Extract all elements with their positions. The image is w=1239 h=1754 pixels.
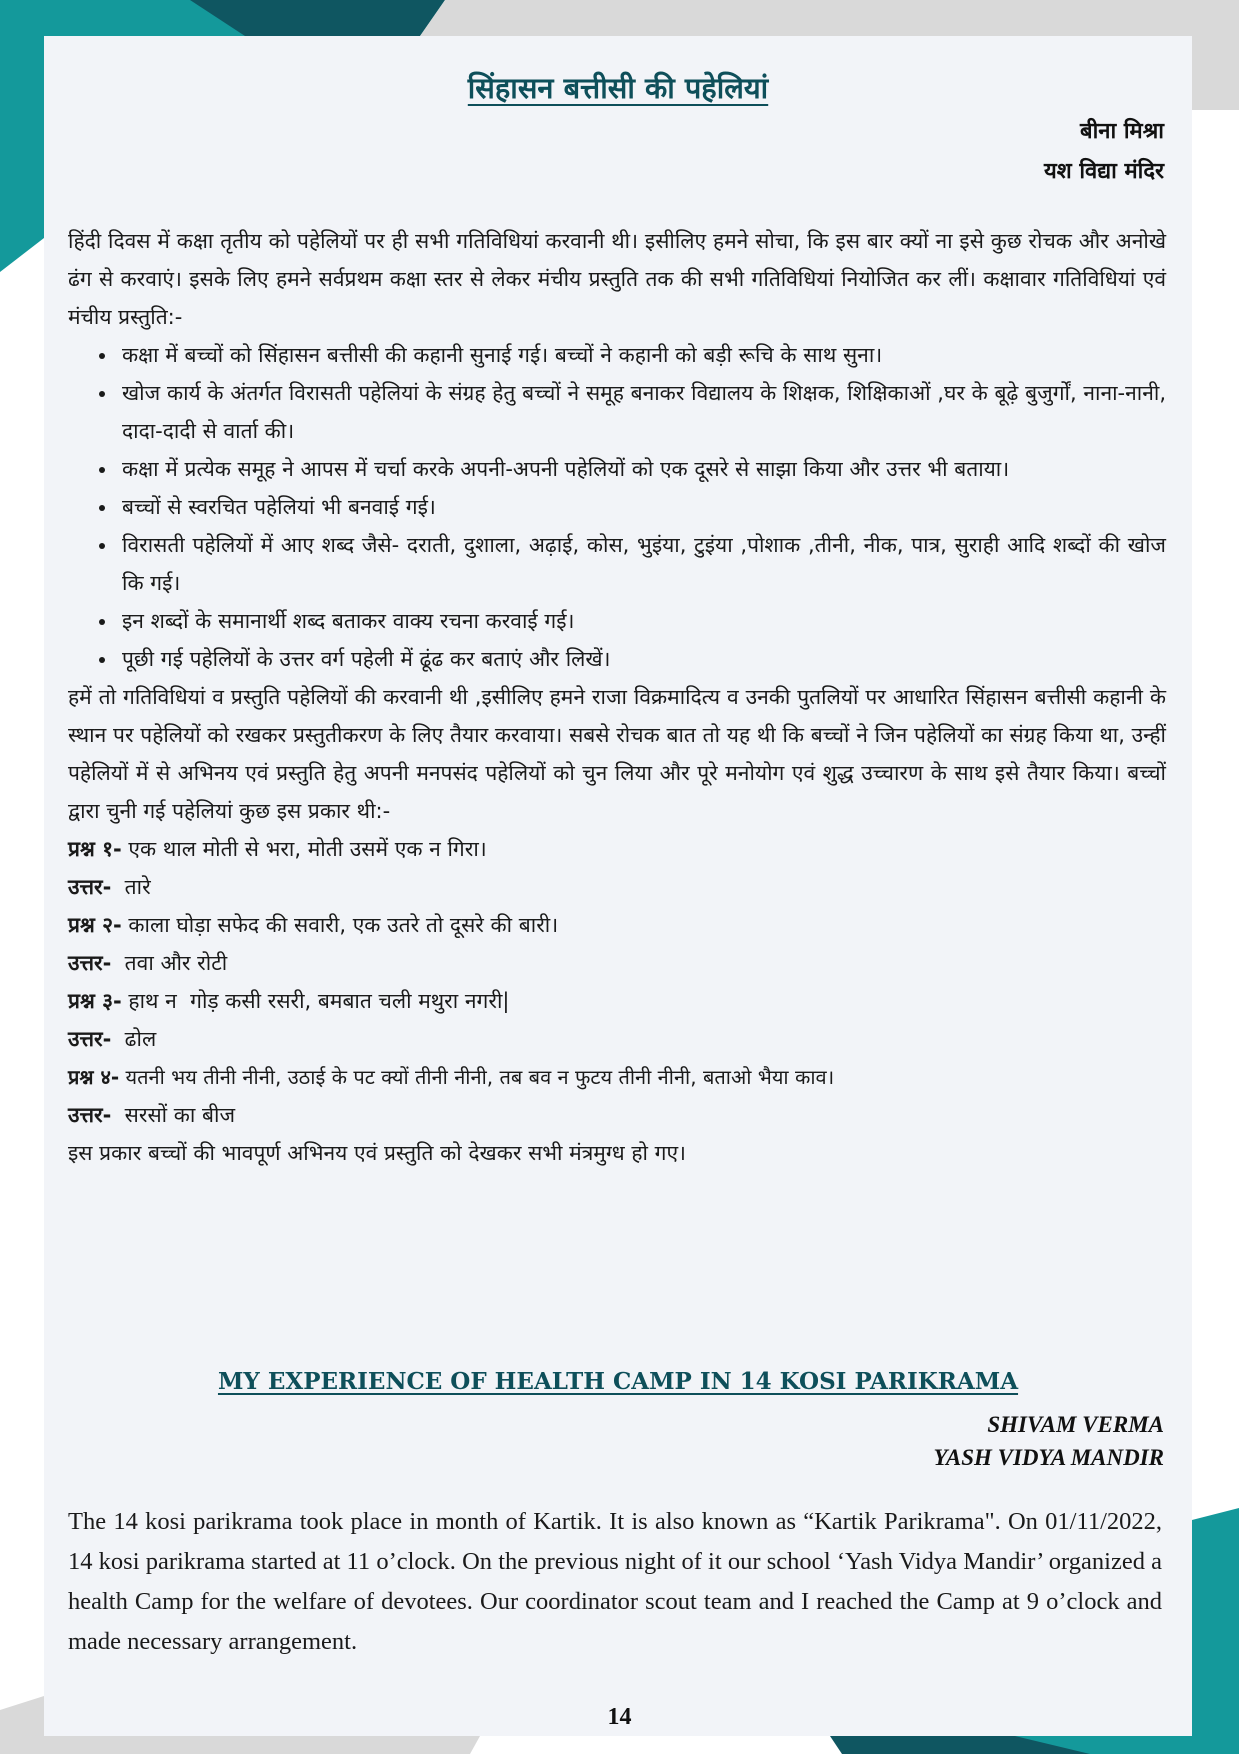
activity-item: • विरासती पहेलियों में आए शब्द जैसे- दराती, दुशाला, अढ़ाई, कोस, भुइंया, टुइंया ,पोशाक ,तीनी, नीक, पात्र, सुराही आदि शब्दों की खोज कि गई। bbox=[118, 526, 1166, 602]
question-text: एक थाल मोती से भरा, मोती उसमें एक न गिरा। bbox=[121, 837, 487, 861]
page-content bbox=[44, 36, 1192, 1736]
answer-text: सरसों का बीज bbox=[111, 1103, 236, 1127]
hindi-author-school: यश विद्या मंदिर bbox=[1043, 159, 1164, 184]
answer-label: उत्तर- bbox=[68, 1027, 112, 1051]
english-article-body: The 14 kosi parikrama took place in month of Kartik. It is also known as “Kartik Parikrama". On 01/11/2022, 14 kosi parikrama started at 11 o’clock. On the previous night of it our school ‘Yash Vidya Mandir’ organized a health Camp for the welfare of devotees. Our coordinator scout team and I reached the Camp at 9 o’clock and made necessary arrangement. bbox=[68, 1508, 1162, 1655]
answer-text: तवा और रोटी bbox=[111, 951, 228, 975]
answer-label: उत्तर- bbox=[68, 875, 112, 899]
riddle-answer bbox=[68, 868, 1166, 906]
activity-item: • खोज कार्य के अंतर्गत विरासती पहेलियां के संग्रह हेतु बच्चों ने समूह बनाकर विद्यालय के शिक्षक, शिक्षिकाओं ,घर के बूढ़े बुजुर्गों, नाना-नानी, दादा-दादी से वार्ता की। bbox=[118, 374, 1166, 450]
activity-item: • कक्षा में बच्चों को सिंहासन बत्तीसी की कहानी सुनाई गई। बच्चों ने कहानी को बड़ी रूचि के साथ सुना। bbox=[118, 336, 1166, 374]
english-article-byline bbox=[934, 1408, 1164, 1474]
activity-item: • बच्चों से स्वरचित पहेलियां भी बनवाई गई। bbox=[118, 488, 1166, 526]
answer-text: ढोल bbox=[111, 1027, 157, 1051]
question-label: प्रश्न २- bbox=[68, 913, 122, 937]
question-text: यतनी भय तीनी नीनी, उठाई के पट क्यों तीनी नीनी, तब बव न फुटय तीनी नीनी, बताओ भैया काव। bbox=[119, 1065, 835, 1089]
activity-item: • इन शब्दों के समानार्थी शब्द बताकर वाक्य रचना करवाई गई। bbox=[118, 602, 1166, 640]
riddle-question bbox=[68, 1058, 1166, 1096]
question-text: हाथ न गोड़ कसी रसरी, बमबात चली मथुरा नगरी| bbox=[121, 989, 510, 1013]
hindi-intro-paragraph: हिंदी दिवस में कक्षा तृतीय को पहेलियों पर ही सभी गतिविधियां करवानी थी। इसीलिए हमने सोचा, कि इस बार क्यों ना इसे कुछ रोचक और अनोखे ढंग से करवाएं। इसके लिए हमने सर्वप्रथम कक्षा स्तर से लेकर मंचीय प्रस्तुति तक की सभी गतिविधियां नियोजित कर लीं। कक्षावार गतिविधियां एवं मंचीय प्रस्तुति:- bbox=[68, 229, 1166, 329]
hindi-author-name: बीना मिश्रा bbox=[1080, 119, 1164, 144]
question-label: प्रश्न ३- bbox=[68, 989, 122, 1013]
question-label: प्रश्न १- bbox=[68, 837, 122, 861]
hindi-body-paragraph: हमें तो गतिविधियां व प्रस्तुति पहेलियों की करवानी थी ,इसीलिए हमने राजा विक्रमादित्य व उनकी पुतलियों पर आधारित सिंहासन बत्तीसी कहानी के स्थान पर पहेलियों को रखकर प्रस्तुतीकरण के लिए तैयार करवाया। सबसे रोचक बात तो यह थी कि बच्चों ने जिन पहेलियों का संग्रह किया था, उन्हीं पहेलियों में से अभिनय एवं प्रस्तुति हेतु अपनी मनपसंद पहेलियों को चुन लिया और पूरे मनोयोग एवं शुद्ध उच्चारण के साथ इसे तैयार किया। बच्चों द्वारा चुनी गई पहेलियां कुछ इस प्रकार थी:- bbox=[68, 685, 1166, 823]
answer-text: तारे bbox=[111, 875, 151, 899]
english-author-school: YASH VIDYA MANDIR bbox=[933, 1445, 1164, 1470]
answer-label: उत्तर- bbox=[68, 951, 112, 975]
riddle-answer bbox=[68, 1096, 1166, 1134]
hindi-article-byline bbox=[1044, 112, 1164, 192]
answer-label: उत्तर- bbox=[68, 1103, 112, 1127]
riddle-question bbox=[68, 982, 1166, 1020]
hindi-article-body bbox=[68, 222, 1166, 1172]
activity-item: • पूछी गई पहेलियों के उत्तर वर्ग पहेली में ढूंढ कर बताएं और लिखें। bbox=[118, 640, 1166, 678]
hindi-article-title: सिंहासन बत्तीसी की पहेलियां bbox=[467, 71, 769, 105]
hindi-conclusion: इस प्रकार बच्चों की भावपूर्ण अभिनय एवं प्रस्तुति को देखकर सभी मंत्रमुग्ध हो गए। bbox=[68, 1141, 687, 1165]
question-label: प्रश्न ४- bbox=[68, 1065, 120, 1089]
riddle-answer bbox=[68, 944, 1166, 982]
english-author-name: SHIVAM VERMA bbox=[987, 1412, 1164, 1437]
page-number: 14 bbox=[607, 1704, 632, 1730]
riddle-answer bbox=[68, 1020, 1166, 1058]
riddle-question bbox=[68, 906, 1166, 944]
english-article-title: MY EXPERIENCE OF HEALTH CAMP IN 14 KOSI PARIKRAMA bbox=[217, 1368, 1019, 1395]
riddle-question bbox=[68, 830, 1166, 868]
question-text: काला घोड़ा सफेद की सवारी, एक उतरे तो दूसरे की बारी। bbox=[121, 913, 559, 937]
activity-item: • कक्षा में प्रत्येक समूह ने आपस में चर्चा करके अपनी-अपनी पहेलियों को एक दूसरे से साझा किया और उत्तर भी बताया। bbox=[118, 450, 1166, 488]
activity-list bbox=[68, 336, 1166, 678]
